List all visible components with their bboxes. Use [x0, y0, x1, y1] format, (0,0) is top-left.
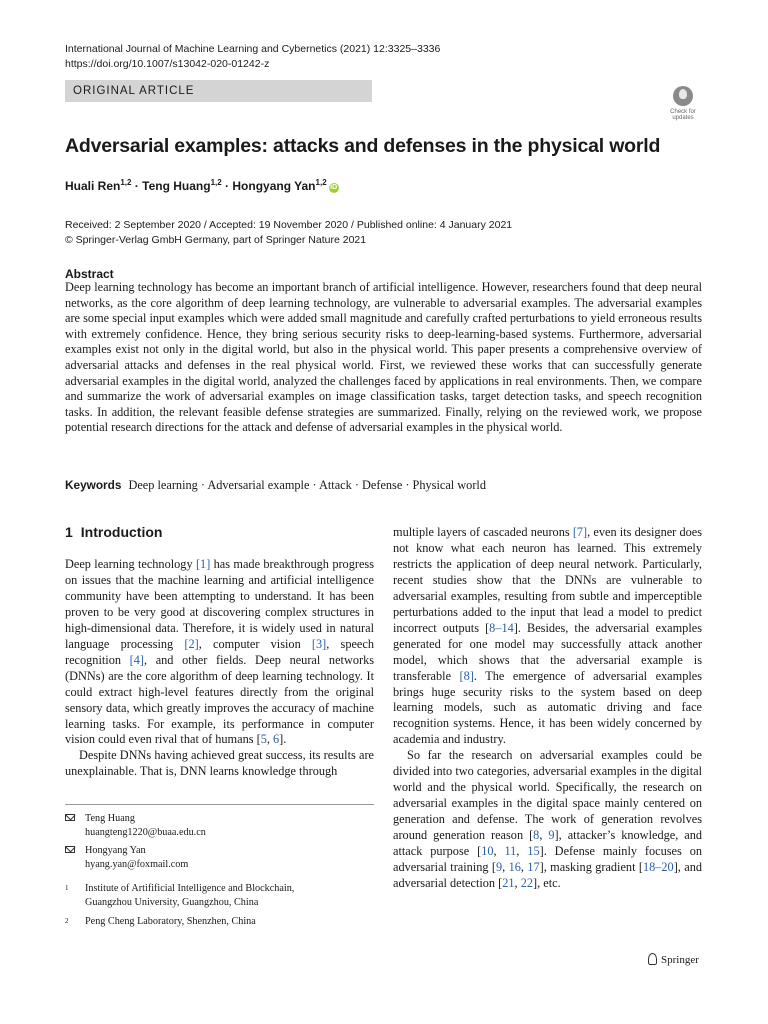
section-number: 1: [65, 524, 73, 540]
check-for-updates-badge[interactable]: [664, 84, 702, 122]
corresponding-author-2: [65, 844, 188, 871]
citation-link[interactable]: 21: [502, 875, 515, 890]
text-run: ,: [502, 860, 509, 875]
text-run: ,: [493, 844, 505, 859]
orcid-icon[interactable]: iD: [330, 184, 338, 191]
citation-link[interactable]: [2]: [184, 636, 199, 651]
doi-link[interactable]: https://doi.org/10.1007/s13042-020-01242-z: [65, 58, 270, 70]
journal-citation: International Journal of Machine Learning and Cybernetics (2021) 12:3325–3336: [65, 43, 441, 55]
citation-link[interactable]: 8: [533, 828, 540, 843]
copyright-line: © Springer-Verlag GmbH Germany, part of Springer Nature 2021: [65, 233, 367, 246]
citation-link[interactable]: [7]: [572, 525, 588, 539]
section-title: Introduction: [80, 524, 163, 540]
author-affiliation: 1,2: [120, 178, 132, 187]
paragraph: Despite DNNs having achieved great success, its results are unexplainable. That is, DNN learns knowledge through: [65, 748, 374, 779]
section-heading-introduction: [65, 524, 162, 540]
corresponding-author-1: [65, 812, 206, 839]
text-run: ], etc.: [533, 875, 561, 890]
citation-link[interactable]: 17: [527, 860, 540, 875]
affiliation-line: Peng Cheng Laboratory, Shenzhen, China: [85, 916, 256, 927]
paragraph: [65, 557, 374, 748]
text-run: ,: [520, 860, 528, 875]
citation-link[interactable]: 22: [520, 875, 533, 890]
footnote-divider: [65, 804, 374, 805]
text-run: has made breakthrough progress on issues that the machine learning and artificial intelligence community have been attempting to understand. It has been proven to be very good at discovering complex structures in high-dimensional data. Therefore, it is widely used in natural language processing: [65, 557, 374, 651]
citation-link[interactable]: 9: [548, 828, 555, 843]
keywords-label: Keywords: [65, 478, 122, 492]
contact-email[interactable]: hyang.yan@foxmail.com: [85, 858, 189, 870]
text-run: Deep learning technology: [65, 557, 196, 571]
journal-header: [65, 42, 440, 72]
affiliation-number: 2: [65, 917, 69, 925]
citation-link[interactable]: [4]: [129, 652, 144, 667]
citation-link[interactable]: 5: [260, 732, 267, 747]
springer-horse-icon: [648, 953, 657, 965]
affiliation-line: Guangzhou University, Guangzhou, China: [85, 896, 259, 908]
citation-link[interactable]: 8–14: [489, 620, 514, 635]
author-list: [65, 178, 339, 193]
envelope-icon: [65, 846, 75, 853]
author-separator: ·: [221, 179, 233, 193]
keywords: [65, 478, 486, 493]
updates-label: updates: [672, 115, 694, 121]
author-affiliation: 1,2: [210, 178, 222, 187]
affiliation-2: [65, 915, 256, 929]
author-name[interactable]: Huali Ren: [65, 179, 121, 193]
text-run: . The emergence of adversarial examples brings huge security risks to the system based on deep learning models, such as automatic driving and face recognition systems. Hence, it has been widely concerned by academia and industry.: [393, 668, 703, 747]
author-affiliation: 1,2: [315, 178, 327, 187]
crossmark-icon: [673, 86, 693, 106]
article-type-banner: ORIGINAL ARTICLE: [65, 80, 372, 102]
citation-link[interactable]: 10: [481, 844, 494, 859]
envelope-icon: [65, 814, 75, 821]
author-name[interactable]: Teng Huang: [142, 179, 211, 193]
text-run: So far the research on adversarial examples could be divided into two categories, adversarial examples in the digital world and the physical world. Specifically, the research on adversarial examples in the digital space mainly centered on generation and defense. The work of generation revolves around generation reason [: [393, 748, 702, 843]
text-run: ]. Defense mainly focuses on adversarial training [: [393, 844, 703, 875]
citation-link[interactable]: 6: [273, 732, 280, 747]
citation-link[interactable]: 18–20: [642, 860, 674, 875]
text-run: ,: [516, 844, 528, 859]
citation-link[interactable]: [8]: [459, 668, 474, 683]
citation-link[interactable]: [1]: [195, 557, 211, 571]
text-run: ,: [266, 732, 273, 747]
citation-link[interactable]: 15: [527, 844, 540, 859]
text-run: ,: [539, 828, 549, 843]
publication-dates: [65, 218, 512, 247]
paper-title: Adversarial examples: attacks and defenses in the physical world: [65, 135, 661, 157]
affiliation-number: 1: [65, 884, 69, 892]
check-for-label: Check for: [670, 109, 696, 115]
affiliation-line: Institute of Artifificial Intelligence and Blockchain,: [85, 883, 295, 894]
contact-name: Teng Huang: [85, 813, 135, 824]
citation-link[interactable]: 16: [508, 860, 521, 875]
text-run: , even its designer does not know what each neuron has learned. This extremely restricts the application of deep neural network. Particularly, recent studies show that the DNNs are vulnerable to adversarial examples, resulting from subtle and imperceptible perturbations added to the input that lead a model to predict incorrect outputs [: [393, 525, 702, 635]
text-run: ]. Besides, the adversarial examples generated for one model may successfully attack another model, which shows that the adversarial example is transferable: [393, 620, 702, 683]
text-run: ,: [514, 875, 521, 890]
author-separator: ·: [131, 179, 143, 193]
affiliation-1: [65, 882, 294, 909]
text-run: ], attacker’s knowledge, and attack purpose [: [393, 828, 703, 859]
contact-email[interactable]: huangteng1220@buaa.edu.cn: [85, 826, 206, 838]
abstract-heading: Abstract: [65, 267, 114, 281]
text-run: ], and adversarial detection [: [393, 860, 702, 890]
citation-link[interactable]: [3]: [311, 636, 327, 651]
author-name[interactable]: Hongyang Yan: [232, 179, 316, 193]
body-column-left: [65, 557, 374, 780]
body-column-right: [393, 525, 702, 892]
text-run: , computer vision: [198, 636, 312, 651]
text-run: multiple layers of cascaded neurons: [393, 525, 573, 539]
citation-link[interactable]: 11: [504, 844, 517, 859]
text-run: , speech recognition: [65, 636, 374, 667]
paragraph: [393, 525, 702, 748]
citation-link[interactable]: 9: [496, 860, 503, 875]
abstract-text: Deep learning technology has become an important branch of artificial intelligence. However, researchers found that deep neural networks, as the core algorithm of deep learning technology, are vulnerable to adversarial examples. The adversarial examples are some special input examples which were added small magnitude and carefully crafted perturbations to yield erroneous results with extremely confidence. Hence, they bring serious security risks to deep-learning-based systems. Furthermore, adversarial examples exist not only in the digital world, but also in the physical world. This paper presents a comprehensive overview of adversarial attacks and defenses in the real physical world. First, we reviewed these works that can successfully generate adversarial examples in the digital world, analyzed the challenges faced by applications in real environments. Then, we compare and summarize the work of adversarial examples on image classification tasks, target detection tasks, and speech recognition tasks. In addition, the relevant feasible defense strategies are summarized. Finally, relying on the reviewed work, we propose potential research directions for the attack and defense of adversarial examples in the physical world.: [65, 280, 702, 435]
keywords-list: Deep learning · Adversarial example · Attack · Defense · Physical world: [128, 478, 486, 492]
text-run: ], masking gradient [: [539, 860, 643, 875]
text-run: ].: [279, 732, 287, 747]
publisher-logo: [648, 953, 699, 966]
dates-line: Received: 2 September 2020 / Accepted: 19 November 2020 / Published online: 4 January 2021: [65, 219, 513, 231]
publisher-name: Springer: [661, 954, 699, 966]
text-run: , and other fields. Deep neural networks (DNNs) are the core algorithm of deep learning technology. It could extract high-level features directly from the original sensory data, which greatly improves the accuracy of machine learning tasks. For example, its performance in computer vision could even rival that of humans [: [65, 652, 375, 747]
contact-name: Hongyang Yan: [85, 845, 146, 856]
paragraph: [393, 748, 702, 892]
